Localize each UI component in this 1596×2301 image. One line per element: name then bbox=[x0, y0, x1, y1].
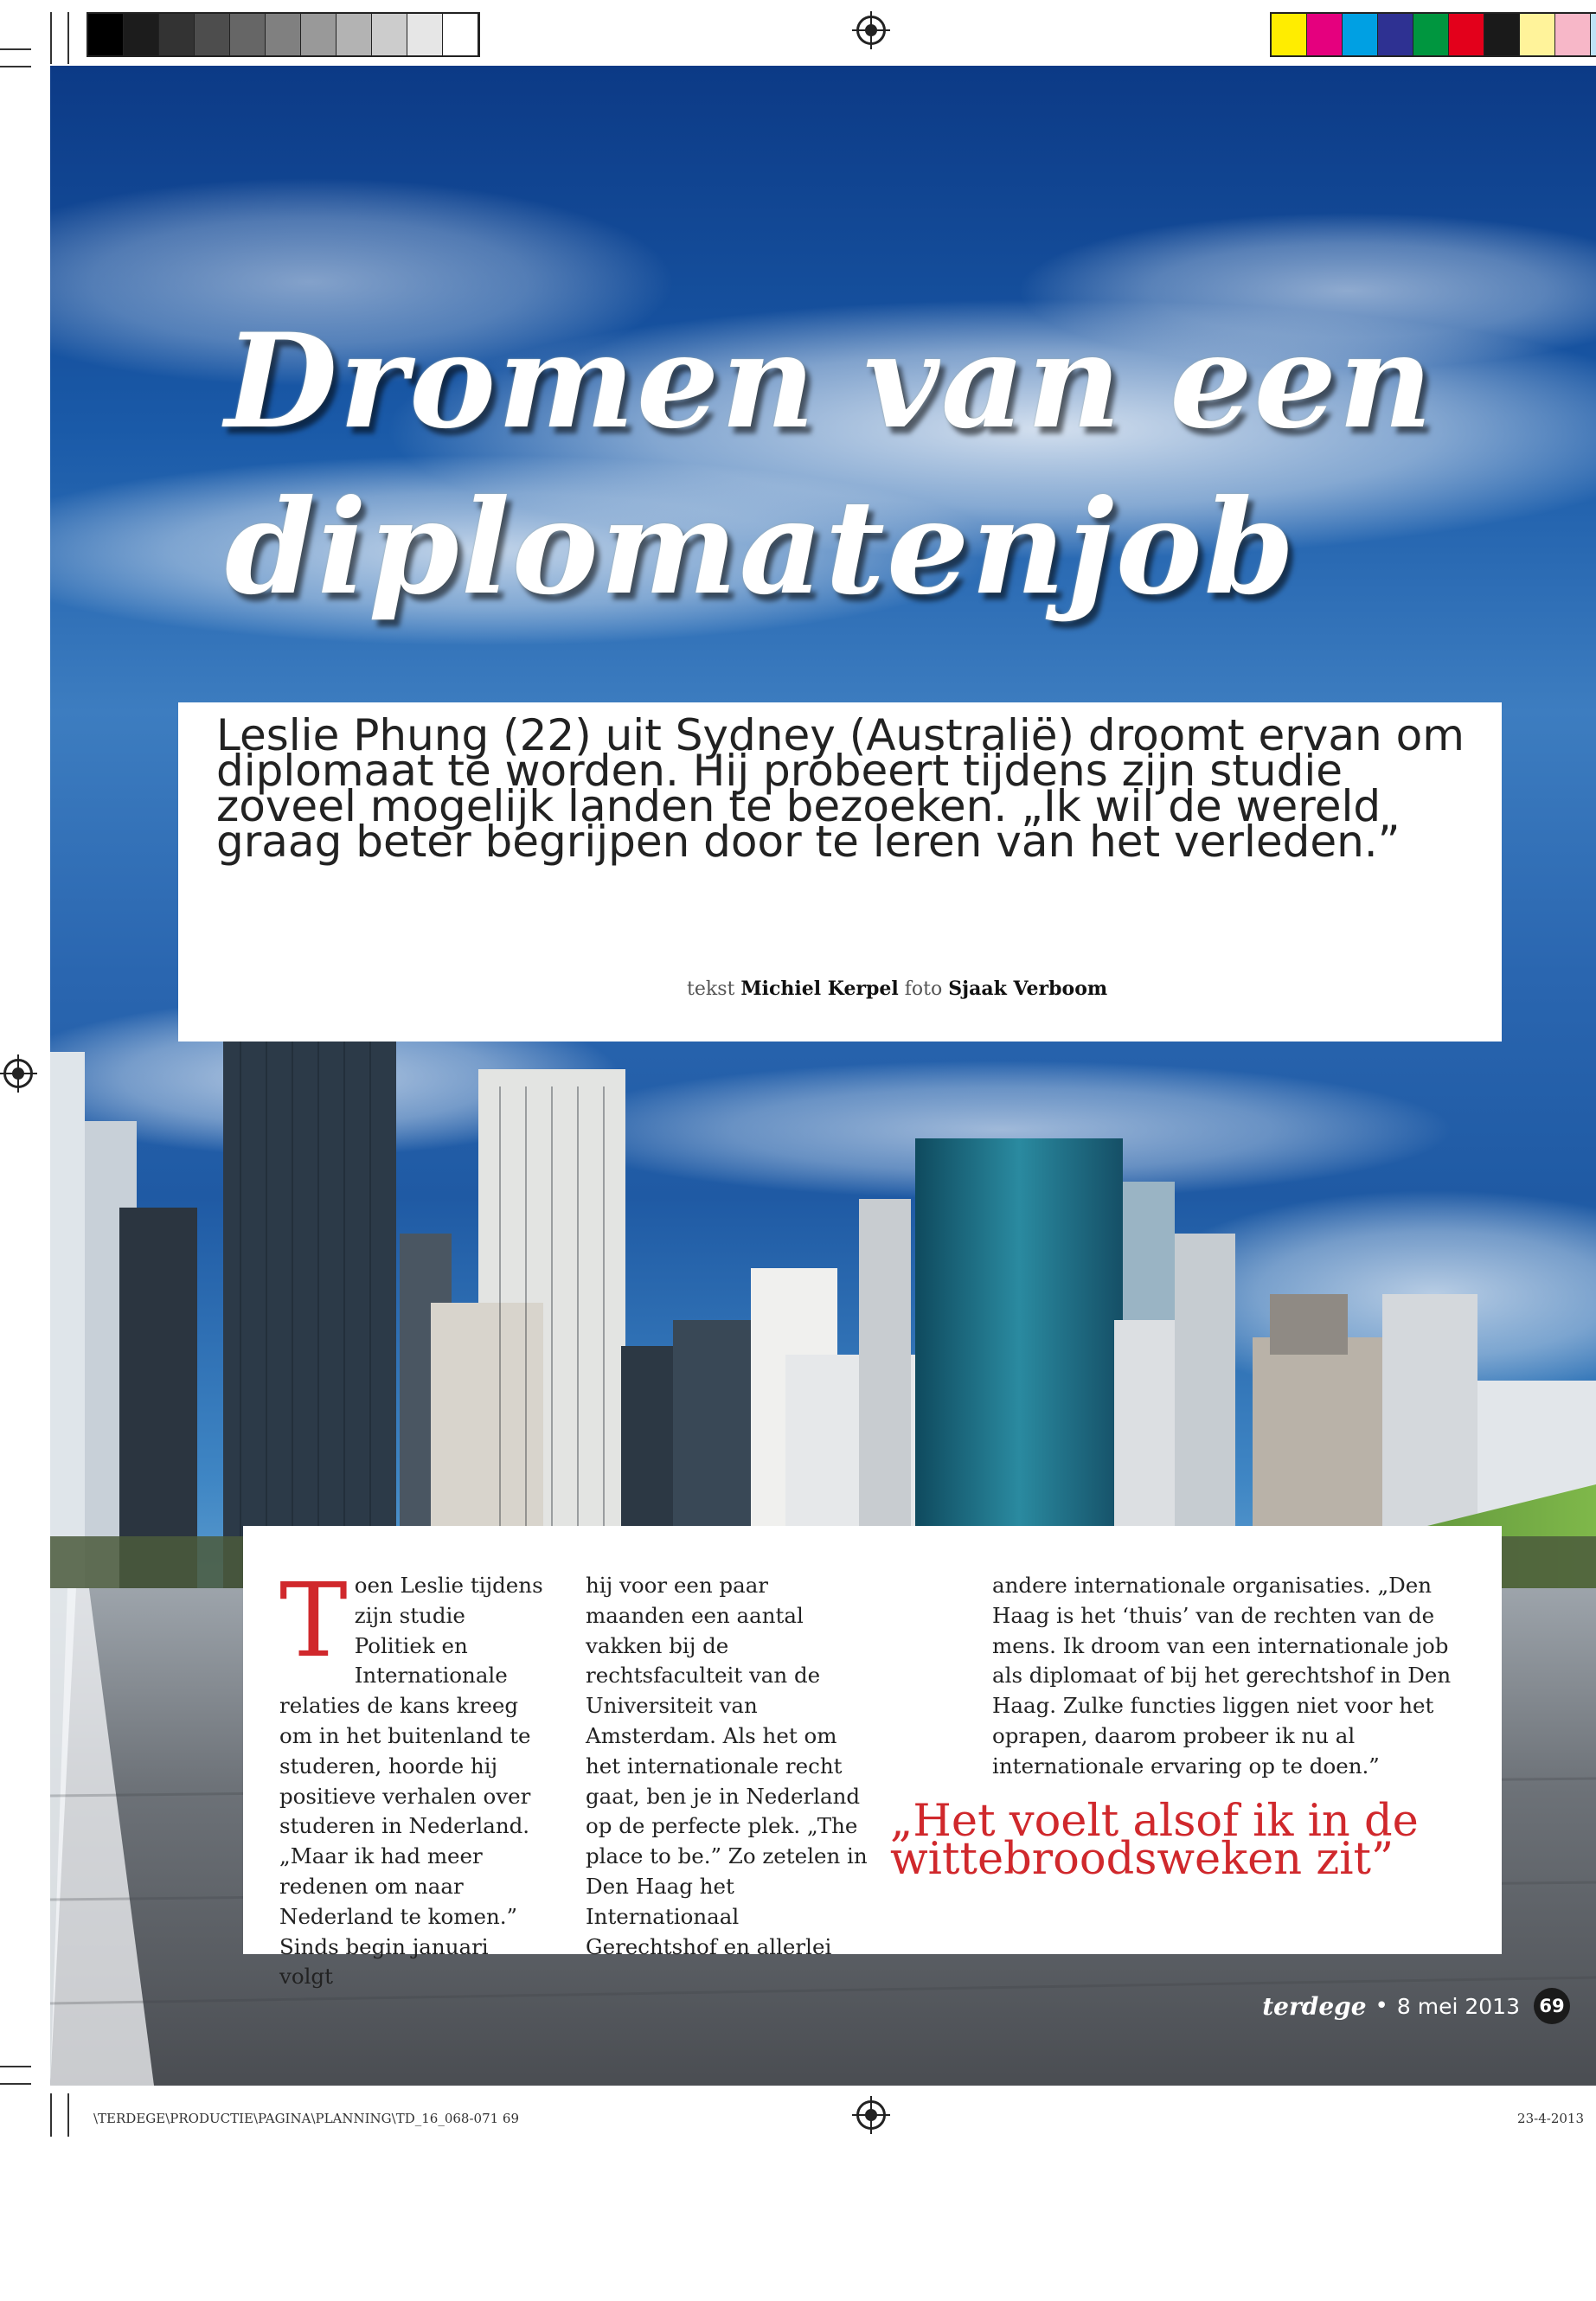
crop-mark bbox=[0, 66, 31, 67]
title-line-2: diplomatenjob bbox=[225, 471, 1297, 624]
crop-mark bbox=[0, 48, 31, 50]
byline-text-label: tekst bbox=[687, 978, 735, 1000]
body-column-1 bbox=[279, 1561, 548, 1992]
color-swatch bbox=[1591, 14, 1596, 55]
issue-date: 8 mei 2013 bbox=[1396, 1993, 1520, 2019]
crop-mark bbox=[0, 2083, 31, 2085]
print-slug-path: \TERDEGE\PRODUCTIE\PAGINA\PLANNING\TD_16_068-071 69 bbox=[93, 2111, 520, 2126]
color-swatch bbox=[337, 14, 372, 55]
color-swatch bbox=[1343, 14, 1378, 55]
crop-mark bbox=[67, 12, 69, 64]
color-swatch bbox=[407, 14, 443, 55]
magazine-logo: terdege bbox=[1262, 1991, 1367, 2021]
intro-text: Leslie Phung (22) uit Sydney (Australië) droomt ervan om diplomaat te worden. Hij probeert tijdens zijn studie zoveel mogelijk landen te bezoeken. „Ik wil de wereld graag beter begrijpen door te leren van het verleden.” bbox=[216, 710, 1465, 867]
byline bbox=[687, 977, 1107, 1000]
pull-quote: „Het voelt alsof ik in de wittebroodsweken zit” bbox=[890, 1796, 1419, 1885]
column-1-text: oen Leslie tijdens zijn studie Politiek en Internationale relaties de kans kreeg om in het buitenland te studeren, hoorde hij positieve verhalen over studeren in Nederland. „Maar ik had meer redenen om naar Nederland te komen.” Sinds begin januari volgt bbox=[279, 1573, 543, 1990]
drop-cap: T bbox=[279, 1561, 348, 1680]
registration-mark bbox=[856, 16, 886, 45]
color-swatch bbox=[1484, 14, 1520, 55]
color-swatch bbox=[443, 14, 478, 55]
crop-mark bbox=[67, 2093, 69, 2137]
color-swatch bbox=[266, 14, 301, 55]
registration-mark bbox=[3, 1059, 33, 1088]
byline-photo-label: foto bbox=[904, 978, 943, 1000]
intro-panel bbox=[178, 702, 1502, 1042]
color-swatch bbox=[1520, 14, 1555, 55]
article-title bbox=[225, 298, 1436, 631]
color-swatch bbox=[1449, 14, 1484, 55]
color-swatch bbox=[230, 14, 266, 55]
body-column-3: andere internationale organisaties. „Den Haag is het ‘thuis’ van de rechten van de mens. Ik droom van een internationale job als diplomaat of bij het gerechtshof in Den Haag. Zulke functies liggen niet voor het oprapen, daarom probeer ik nu al internationale ervaring op te doen.” bbox=[992, 1573, 1452, 1779]
color-swatch bbox=[372, 14, 407, 55]
color-swatch bbox=[88, 14, 124, 55]
page-number: 69 bbox=[1534, 1988, 1570, 2024]
color-swatch bbox=[1555, 14, 1591, 55]
color-swatch bbox=[1378, 14, 1413, 55]
process-color-bar bbox=[1270, 12, 1596, 57]
crop-mark bbox=[50, 12, 52, 64]
body-column-2: hij voor een paar maanden een aantal vakken bij de rechtsfaculteit van de Universiteit van Amsterdam. Als het om het internationale recht gaat, ben je in Nederland op de perfecte plek. „The place to be.” Zo zetelen in Den Haag het Internationaal Gerechtshof en allerlei bbox=[586, 1573, 868, 1959]
print-slug-date: 23-4-2013 bbox=[1517, 2111, 1584, 2126]
registration-mark bbox=[856, 2100, 886, 2130]
article-body-panel bbox=[243, 1526, 1502, 1990]
color-swatch bbox=[159, 14, 195, 55]
title-line-1: Dromen van een bbox=[225, 305, 1435, 458]
color-swatch bbox=[1272, 14, 1307, 55]
color-swatch bbox=[195, 14, 230, 55]
crop-mark bbox=[50, 2093, 52, 2137]
byline-author: Michiel Kerpel bbox=[740, 977, 899, 1000]
crop-mark bbox=[0, 2066, 31, 2067]
color-swatch bbox=[1413, 14, 1449, 55]
byline-photographer: Sjaak Verboom bbox=[948, 977, 1108, 1000]
gray-color-bar bbox=[87, 12, 480, 57]
color-swatch bbox=[124, 14, 159, 55]
color-swatch bbox=[1307, 14, 1343, 55]
footer-separator: • bbox=[1375, 1993, 1388, 2019]
page-footer bbox=[1262, 1988, 1570, 2024]
color-swatch bbox=[301, 14, 337, 55]
